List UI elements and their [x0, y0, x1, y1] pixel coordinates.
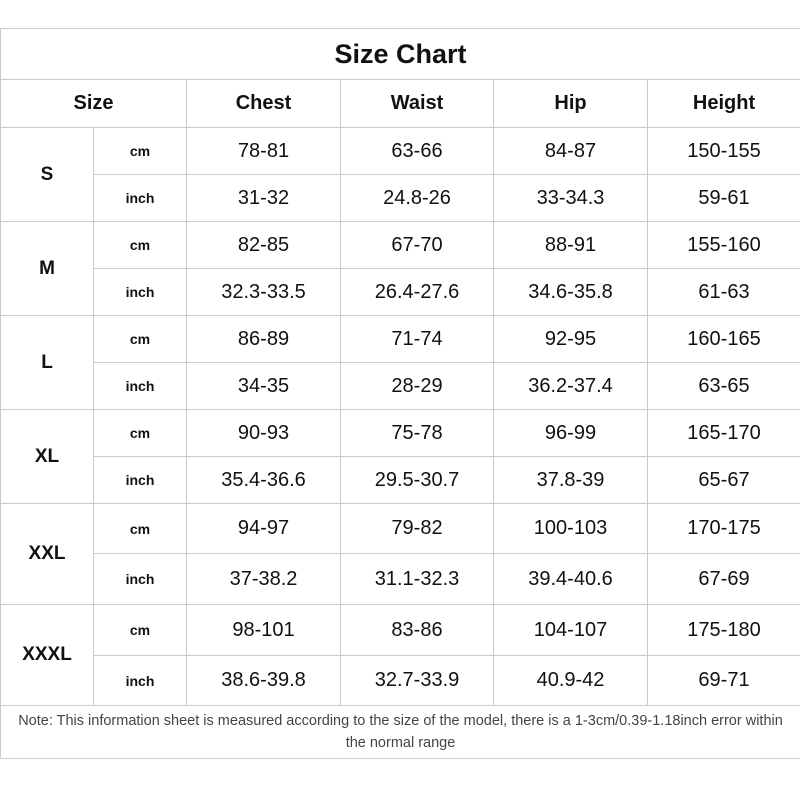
hip-value: 84-87 — [494, 128, 648, 175]
height-value: 165-170 — [648, 410, 800, 457]
chest-value: 86-89 — [187, 316, 341, 363]
hip-value: 104-107 — [494, 605, 648, 656]
size-label: XXL — [1, 504, 94, 605]
height-value: 61-63 — [648, 269, 800, 316]
hip-value: 39.4-40.6 — [494, 554, 648, 605]
size-header: Size — [1, 80, 187, 128]
height-value: 67-69 — [648, 554, 800, 605]
hip-value: 100-103 — [494, 504, 648, 554]
hip-value: 36.2-37.4 — [494, 363, 648, 410]
waist-value: 29.5-30.7 — [341, 457, 494, 504]
table-row — [1, 656, 800, 706]
hip-value: 88-91 — [494, 222, 648, 269]
hip-value: 92-95 — [494, 316, 648, 363]
height-value: 175-180 — [648, 605, 800, 656]
height-value: 63-65 — [648, 363, 800, 410]
unit-label-inch: inch — [94, 554, 187, 605]
hip-value: 96-99 — [494, 410, 648, 457]
chest-value: 82-85 — [187, 222, 341, 269]
unit-label-cm: cm — [94, 605, 187, 656]
table-row — [1, 410, 800, 457]
hip-header: Hip — [494, 80, 648, 128]
size-label: XXXL — [1, 605, 94, 706]
header-row — [1, 80, 800, 128]
chest-value: 90-93 — [187, 410, 341, 457]
chest-value: 31-32 — [187, 175, 341, 222]
height-header: Height — [648, 80, 800, 128]
height-value: 160-165 — [648, 316, 800, 363]
size-label: S — [1, 128, 94, 222]
unit-label-cm: cm — [94, 504, 187, 554]
unit-label-cm: cm — [94, 222, 187, 269]
table-row — [1, 363, 800, 410]
height-value: 170-175 — [648, 504, 800, 554]
hip-value: 40.9-42 — [494, 656, 648, 706]
chest-value: 98-101 — [187, 605, 341, 656]
waist-value: 83-86 — [341, 605, 494, 656]
waist-value: 71-74 — [341, 316, 494, 363]
size-rows — [1, 128, 800, 706]
hip-value: 37.8-39 — [494, 457, 648, 504]
chest-value: 37-38.2 — [187, 554, 341, 605]
chest-value: 32.3-33.5 — [187, 269, 341, 316]
size-label: XL — [1, 410, 94, 504]
hip-value: 34.6-35.8 — [494, 269, 648, 316]
waist-value: 79-82 — [341, 504, 494, 554]
unit-label-cm: cm — [94, 410, 187, 457]
table-row — [1, 316, 800, 363]
height-value: 59-61 — [648, 175, 800, 222]
size-label: L — [1, 316, 94, 410]
table-row — [1, 457, 800, 504]
waist-value: 63-66 — [341, 128, 494, 175]
table-row — [1, 222, 800, 269]
unit-label-cm: cm — [94, 316, 187, 363]
waist-value: 24.8-26 — [341, 175, 494, 222]
waist-value: 31.1-32.3 — [341, 554, 494, 605]
hip-value: 33-34.3 — [494, 175, 648, 222]
unit-label-inch: inch — [94, 175, 187, 222]
height-value: 150-155 — [648, 128, 800, 175]
unit-label-inch: inch — [94, 363, 187, 410]
waist-value: 28-29 — [341, 363, 494, 410]
chest-value: 94-97 — [187, 504, 341, 554]
unit-label-cm: cm — [94, 128, 187, 175]
height-value: 65-67 — [648, 457, 800, 504]
chest-header: Chest — [187, 80, 341, 128]
table-row — [1, 175, 800, 222]
chest-value: 78-81 — [187, 128, 341, 175]
unit-label-inch: inch — [94, 457, 187, 504]
table-row — [1, 605, 800, 656]
waist-value: 32.7-33.9 — [341, 656, 494, 706]
unit-label-inch: inch — [94, 656, 187, 706]
measurement-note: Note: This information sheet is measured according to the size of the model, there is a 1-3cm/0.39-1.18inch error within the normal range — [1, 706, 800, 759]
table-row — [1, 128, 800, 175]
size-label: M — [1, 222, 94, 316]
chest-value: 35.4-36.6 — [187, 457, 341, 504]
chest-value: 38.6-39.8 — [187, 656, 341, 706]
chest-value: 34-35 — [187, 363, 341, 410]
unit-label-inch: inch — [94, 269, 187, 316]
height-value: 155-160 — [648, 222, 800, 269]
table-row — [1, 269, 800, 316]
waist-value: 26.4-27.6 — [341, 269, 494, 316]
height-value: 69-71 — [648, 656, 800, 706]
waist-value: 67-70 — [341, 222, 494, 269]
size-chart-table — [0, 28, 800, 759]
waist-header: Waist — [341, 80, 494, 128]
table-row — [1, 504, 800, 554]
table-row — [1, 554, 800, 605]
chart-title: Size Chart — [1, 29, 800, 80]
waist-value: 75-78 — [341, 410, 494, 457]
